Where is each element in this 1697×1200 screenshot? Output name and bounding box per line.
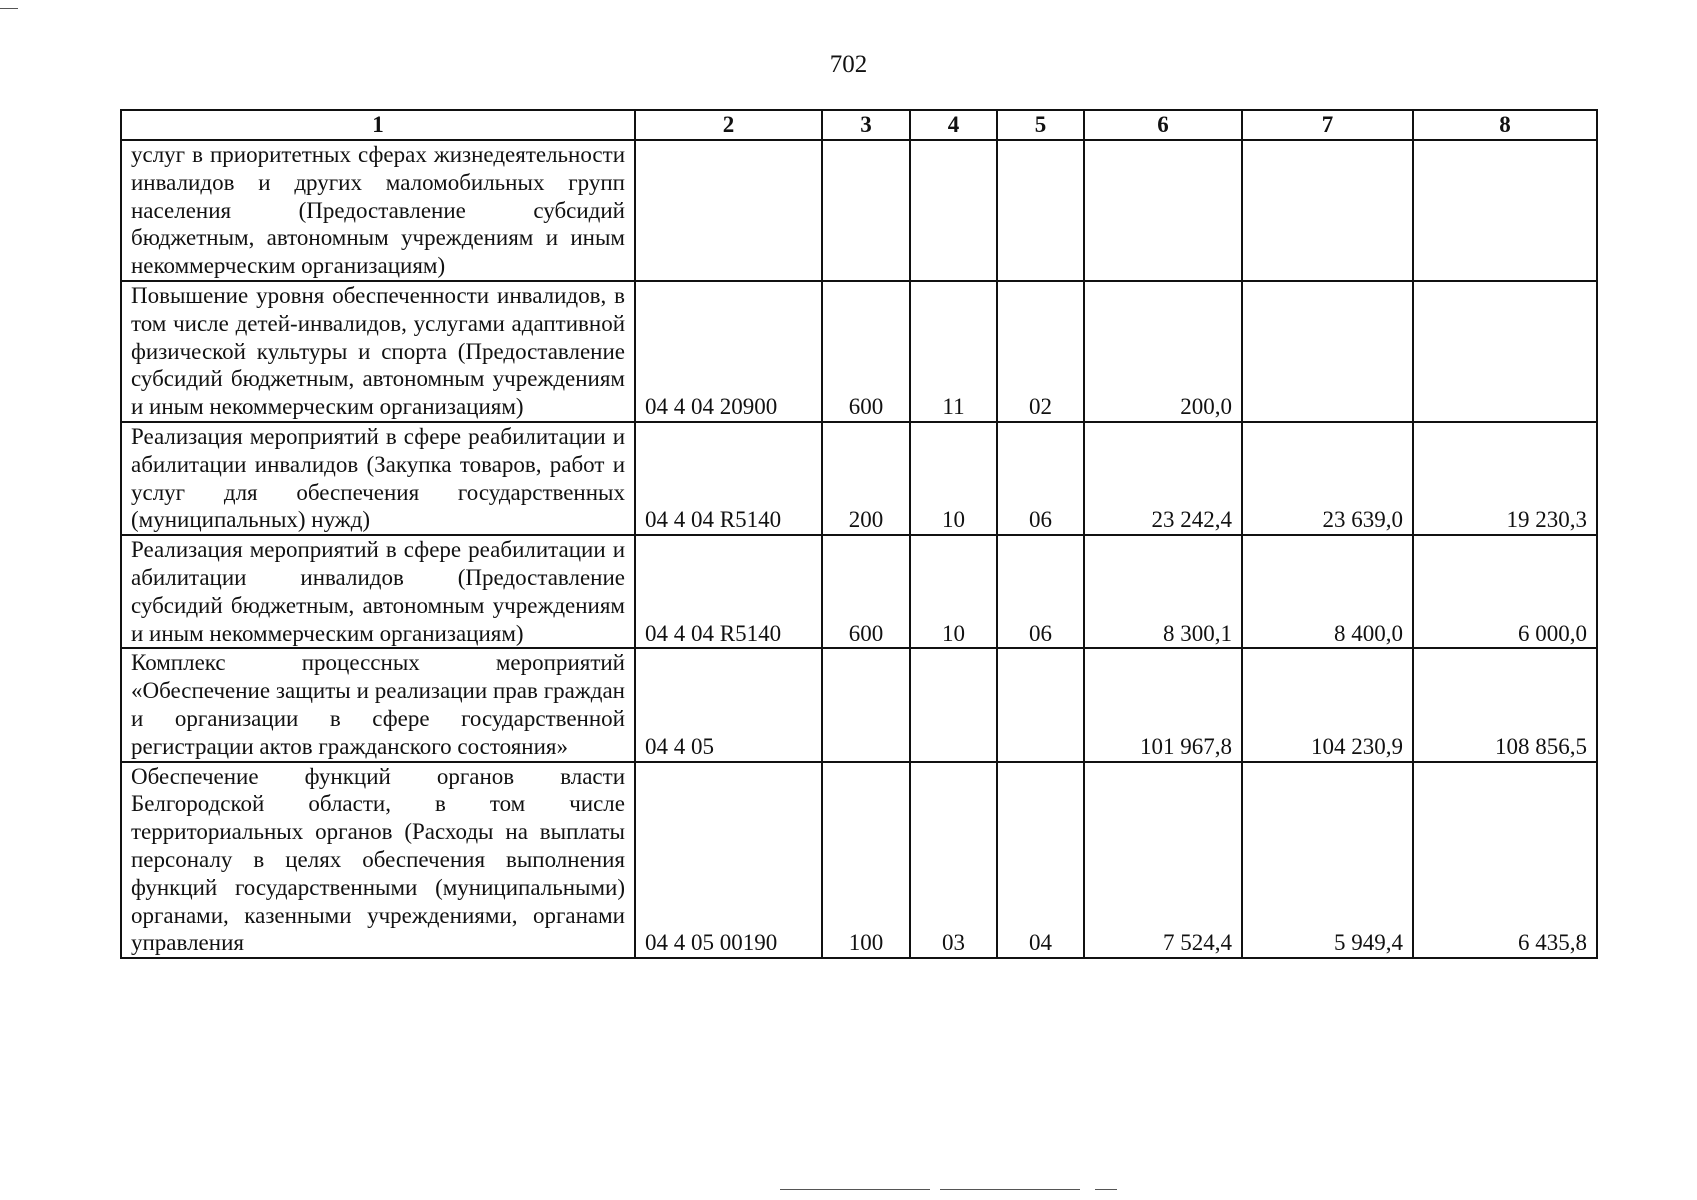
section-code: 10 (910, 422, 997, 535)
scan-artifact-line (780, 1189, 930, 1190)
expense-type-code (822, 648, 910, 761)
amount-col6: 200,0 (1084, 281, 1242, 422)
amount-col8: 6 435,8 (1413, 762, 1597, 959)
column-header: 5 (997, 110, 1084, 140)
amount-col8 (1413, 281, 1597, 422)
amount-col7: 104 230,9 (1242, 648, 1413, 761)
expense-type-code: 100 (822, 762, 910, 959)
column-header: 1 (121, 110, 635, 140)
amount-col7: 23 639,0 (1242, 422, 1413, 535)
budget-table (120, 109, 1598, 959)
row-description: Обеспечение функций органов власти Белгородской области, в том числе территориальных органов (Расходы на выплаты персоналу в целях обеспечения выполнения функций государственными (муниципальными) органами, казенными учреждениями, органами управления (121, 762, 635, 959)
expense-type-code (822, 140, 910, 281)
budget-code: 04 4 04 R5140 (635, 535, 822, 648)
amount-col8: 19 230,3 (1413, 422, 1597, 535)
amount-col6: 7 524,4 (1084, 762, 1242, 959)
table-row (121, 281, 1597, 422)
row-description: Реализация мероприятий в сфере реабилитации и абилитации инвалидов (Закупка товаров, работ и услуг для обеспечения государственных (муниципальных) нужд) (121, 422, 635, 535)
expense-type-code: 600 (822, 281, 910, 422)
subsection-code: 04 (997, 762, 1084, 959)
column-header: 8 (1413, 110, 1597, 140)
budget-code: 04 4 04 20900 (635, 281, 822, 422)
subsection-code (997, 648, 1084, 761)
section-code: 03 (910, 762, 997, 959)
subsection-code: 06 (997, 422, 1084, 535)
subsection-code (997, 140, 1084, 281)
subsection-code: 06 (997, 535, 1084, 648)
amount-col8: 6 000,0 (1413, 535, 1597, 648)
column-header: 4 (910, 110, 997, 140)
scan-artifact-line (1095, 1189, 1117, 1190)
row-description: услуг в приоритетных сферах жизнедеятельности инвалидов и других маломобильных групп населения (Предоставление субсидий бюджетным, автономным учреждениям и иным некоммерческим организациям) (121, 140, 635, 281)
amount-col6: 8 300,1 (1084, 535, 1242, 648)
scan-artifact-line (0, 8, 18, 9)
column-header: 2 (635, 110, 822, 140)
amount-col7 (1242, 281, 1413, 422)
section-code (910, 648, 997, 761)
amount-col6: 101 967,8 (1084, 648, 1242, 761)
amount-col6 (1084, 140, 1242, 281)
table-row (121, 535, 1597, 648)
expense-type-code: 600 (822, 535, 910, 648)
page-number: 702 (829, 51, 868, 78)
column-header: 6 (1084, 110, 1242, 140)
scan-artifact-line (940, 1189, 1080, 1190)
column-header: 7 (1242, 110, 1413, 140)
table-row (121, 140, 1597, 281)
amount-col7: 8 400,0 (1242, 535, 1413, 648)
table-row (121, 648, 1597, 761)
budget-code: 04 4 05 00190 (635, 762, 822, 959)
amount-col7 (1242, 140, 1413, 281)
table-row (121, 422, 1597, 535)
amount-col7: 5 949,4 (1242, 762, 1413, 959)
budget-code: 04 4 04 R5140 (635, 422, 822, 535)
budget-code (635, 140, 822, 281)
header-row (121, 110, 1597, 140)
budget-code: 04 4 05 (635, 648, 822, 761)
section-code: 11 (910, 281, 997, 422)
column-header: 3 (822, 110, 910, 140)
row-description: Реализация мероприятий в сфере реабилитации и абилитации инвалидов (Предоставление субсидий бюджетным, автономным учреждениям и иным некоммерческим организациям) (121, 535, 635, 648)
amount-col8 (1413, 140, 1597, 281)
amount-col8: 108 856,5 (1413, 648, 1597, 761)
amount-col6: 23 242,4 (1084, 422, 1242, 535)
subsection-code: 02 (997, 281, 1084, 422)
row-description: Повышение уровня обеспеченности инвалидов, в том числе детей-инвалидов, услугами адаптивной физической культуры и спорта (Предоставление субсидий бюджетным, автономным учреждениям и иным некоммерческим организациям) (121, 281, 635, 422)
section-code (910, 140, 997, 281)
table-row (121, 762, 1597, 959)
row-description: Комплекс процессных мероприятий «Обеспечение защиты и реализации прав граждан и организации в сфере государственной регистрации актов гражданского состояния» (121, 648, 635, 761)
section-code: 10 (910, 535, 997, 648)
expense-type-code: 200 (822, 422, 910, 535)
